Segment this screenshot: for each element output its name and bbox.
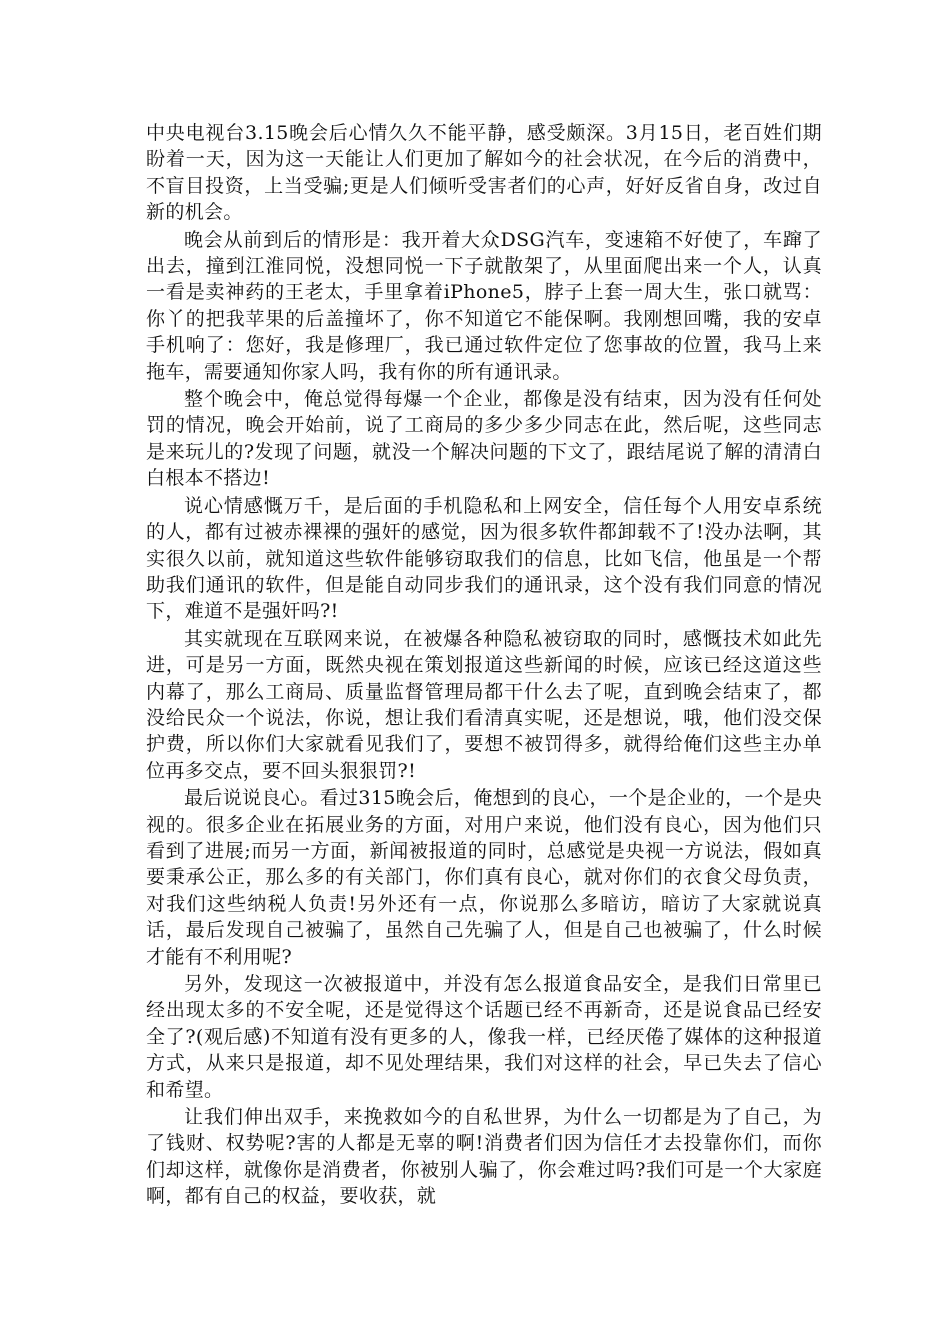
article-body	[146, 120, 822, 1211]
paragraph-1: 中央电视台3.15晚会后心情久久不能平静，感受颇深。3月15日，老百姓们期盼着一天，因为这一天能让人们更加了解如今的社会状况，在今后的消费中，不盲目投资，上当受骗;更是人们倾听受害者们的心声，好好反省自身，改过自新的机会。	[146, 122, 822, 224]
paragraph-6: 最后说说良心。看过315晚会后，俺想到的良心，一个是企业的，一个是央视的。很多企业在拓展业务的方面，对用户来说，他们没有良心，因为他们只看到了进展;而另一方面，新闻被报道的同时，总感觉是央视一方说法，假如真要秉承公正，那么多的有关部门，你们真有良心，就对你们的衣食父母负责，对我们这些纳税人负责!另外还有一点，你说那么多暗访，暗访了大家就说真话，最后发现自己被骗了，虽然自己先骗了人，但是自己也被骗了，什么时候才能有不利用呢?	[146, 787, 822, 968]
paragraph-7: 另外，发现这一次被报道中，并没有怎么报道食品安全，是我们日常里已经出现太多的不安全呢，还是觉得这个话题已经不再新奇，还是说食品已经安全了?(观后感)不知道有没有更多的人，像我一样，已经厌倦了媒体的这种报道方式，从来只是报道，却不见处理结果，我们对这样的社会，早已失去了信心和希望。	[146, 973, 822, 1101]
paragraph-2: 晚会从前到后的情形是：我开着大众DSG汽车，变速箱不好使了，车蹿了出去，撞到江淮同悦，没想同悦一下子就散架了，从里面爬出来一个人，认真一看是卖神药的王老太，手里拿着iPhone5，脖子上套一周大生，张口就骂：你丫的把我苹果的后盖撞坏了，你不知道它不能保啊。我刚想回嘴，我的安卓手机响了：您好，我是修理厂，我已通过软件定位了您事故的位置，我马上来拖车，需要通知你家人吗，我有你的所有通讯录。	[146, 228, 822, 383]
paragraph-8: 让我们伸出双手，来挽救如今的自私世界，为什么一切都是为了自己，为了钱财、权势呢?害的人都是无辜的啊!消费者们因为信任才去投靠你们，而你们却这样，就像你是消费者，你被别人骗了，你会难过吗?我们可是一个大家庭啊，都有自己的权益，要收获，就	[146, 1106, 822, 1208]
paragraph-4: 说心情感慨万千，是后面的手机隐私和上网安全，信任每个人用安卓系统的人，都有过被赤裸裸的强奸的感觉，因为很多软件都卸载不了!没办法啊，其实很久以前，就知道这些软件能够窃取我们的信息，比如飞信，他虽是一个帮助我们通讯的软件，但是能自动同步我们的通讯录，这个没有我们同意的情况下，难道不是强奸吗?!	[146, 494, 822, 623]
paragraph-5: 其实就现在互联网来说，在被爆各种隐私被窃取的同时，感慨技术如此先进，可是另一方面，既然央视在策划报道这些新闻的时候，应该已经这道这些内幕了，那么工商局、质量监督管理局都干什么去了呢，直到晚会结束了，都没给民众一个说法，你说，想让我们看清真实呢，还是想说，哦，他们没交保护费，所以你们大家就看见我们了，要想不被罚得多，就得给俺们这些主办单位再多交点，要不回头狠狠罚?!	[146, 627, 822, 782]
paragraph-3: 整个晚会中，俺总觉得每爆一个企业，都像是没有结束，因为没有任何处罚的情况，晚会开始前，说了工商局的多少多少同志在此，然后呢，这些同志是来玩儿的?发现了问题，就没一个解决问题的下文了，跟结尾说了解的清清白白根本不搭边!	[146, 388, 822, 490]
